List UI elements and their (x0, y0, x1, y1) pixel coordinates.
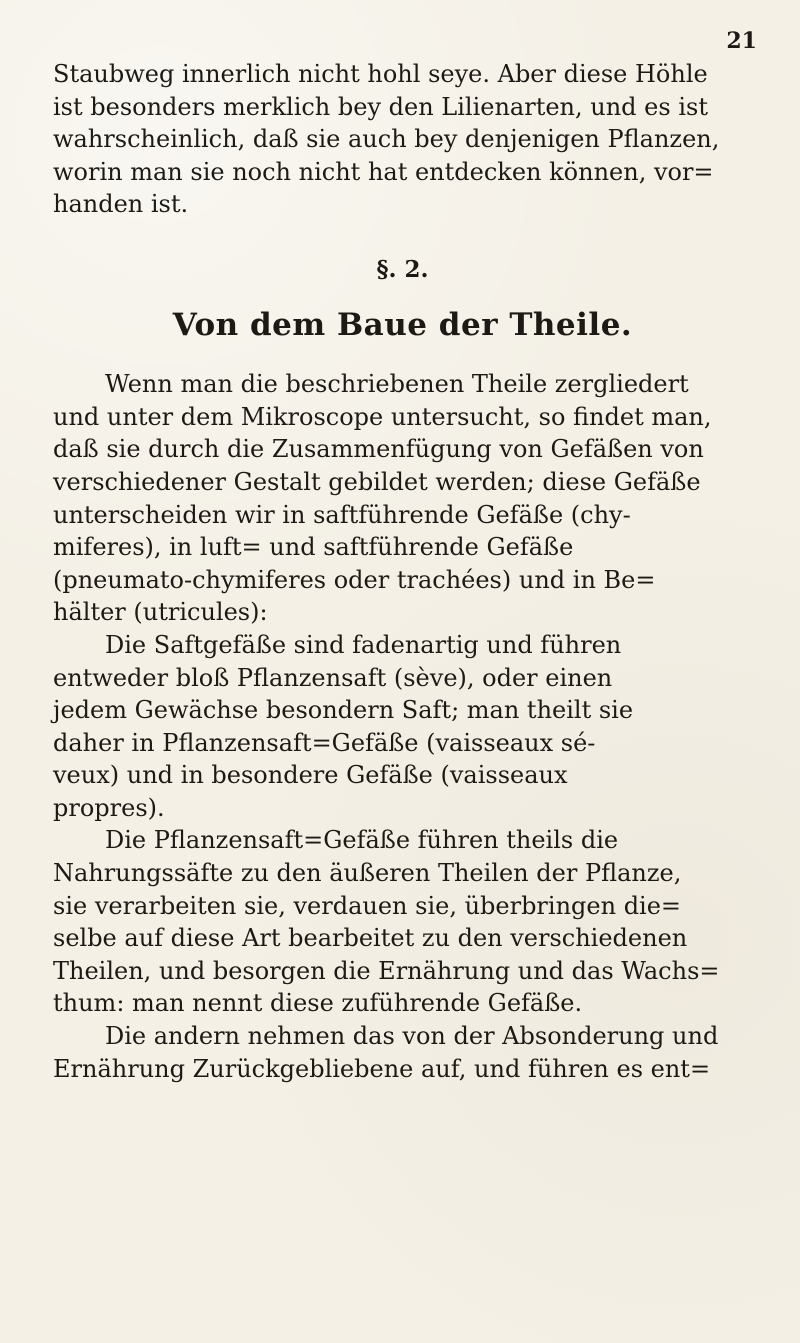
paragraph-line-2: und unter dem Mikroscope untersucht, so findet man, (53, 402, 712, 431)
intro-line-2: ist besonders merklich bey den Lilienarten, und es ist (53, 92, 708, 121)
intro-line-4: worin man sie noch nicht hat entdecken können, vor= (53, 157, 714, 186)
paragraph-line-16: Nahrungssäfte zu den äußeren Theilen der Pflanze, (53, 859, 682, 888)
paragraph-line-10: entweder bloß Pflanzensaft (sève), oder einen (53, 663, 613, 692)
paragraph-line-4: verschiedener Gestalt gebildet werden; diese Gefäße (53, 467, 701, 496)
paragraph-line-14: propres). (53, 793, 165, 822)
paragraph-line-13: veux) und in besondere Gefäße (vaisseaux (53, 761, 568, 790)
page-text (53, 58, 752, 1085)
intro-paragraph (53, 58, 752, 221)
paragraph-line-5: unterscheiden wir in saftführende Gefäße (chy- (53, 500, 631, 529)
paragraph-line-3: daß sie durch die Zusammenfügung von Gefäßen von (53, 435, 704, 464)
intro-line-3: wahrscheinlich, daß sie auch bey denjenigen Pflanzen, (53, 125, 720, 154)
paragraph-line-21: Die andern nehmen das von der Absonderung und (105, 1022, 719, 1051)
paragraph-line-7: (pneumato-chymiferes oder trachées) und in Be= (53, 565, 656, 594)
intro-line-1: Staubweg innerlich nicht hohl seye. Aber diese Höhle (53, 60, 708, 88)
paragraph-line-9: Die Saftgefäße sind fadenartig und führen (105, 630, 622, 659)
section-mark: §. 2. (376, 255, 429, 283)
paragraph-line-19: Theilen, und besorgen die Ernährung und das Wachs= (53, 956, 720, 985)
paragraph-line-15: Die Pflanzensaft=Gefäße führen theils die (105, 826, 619, 855)
paragraph-line-20: thum: man nennt diese zuführende Gefäße. (53, 989, 583, 1018)
paragraph-line-1: Wenn man die beschriebenen Theile zergliedert (105, 370, 689, 399)
paragraph-line-17: sie verarbeiten sie, verdauen sie, überbringen die= (53, 891, 682, 920)
paragraph-line-12: daher in Pflanzensaft=Gefäße (vaisseaux sé- (53, 728, 596, 757)
paragraph-line-6: miferes), in luft= und saftführende Gefäße (53, 533, 574, 562)
paragraph-line-11: jedem Gewächse besondern Saft; man theilt sie (53, 696, 634, 725)
intro-line-5: handen ist. (53, 190, 189, 219)
paragraph-line-18: selbe auf diese Art bearbeitet zu den verschiedenen (53, 924, 688, 953)
section-heading: Von dem Baue der Theile. (172, 306, 633, 343)
page-number: 21 (726, 28, 757, 54)
main-paragraphs (53, 368, 752, 1085)
paragraph-line-22: Ernährung Zurückgebliebene auf, und führen es ent= (53, 1054, 711, 1083)
paragraph-line-8: hälter (utricules): (53, 598, 268, 627)
